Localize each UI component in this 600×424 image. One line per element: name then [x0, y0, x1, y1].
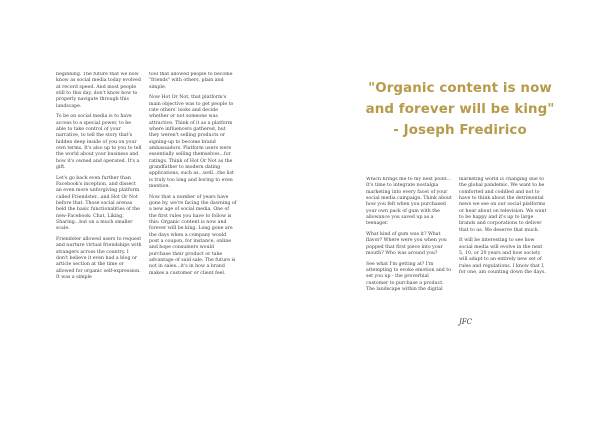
paragraph: It will be interesting to see how social media will evolve in the next 5, 10, or 20 years and how society will adapt to an entirely new set of rules and regulations. I know that I, for one, am counting down the days. — [459, 238, 546, 275]
paragraph: See what I'm getting at? I'm attempting to evoke emotion and to set you up - the proverbial customer to purchase a product. The landscape within the digital — [366, 261, 451, 292]
paragraph: Now that a number of years have gone by, we're facing the dawning of a new age of social media. One of the first rules you have to follow is this: Organic content is now and forever will be king. Long gone are the days when a company would post a coupon, for instance, online and hope consumers would purchase their product or take advantage of said sale. The future is not in sales...it's in how a brand makes a customer or client feel. — [149, 194, 237, 276]
paragraph: To be on social media is to have access to a special power, to be able to take control of your narrative, to tell the story that's hidden deep inside of you on your own terms. It's also up to you to tell the world about your business and how it's owned and operated. It's a gift. — [56, 114, 142, 170]
paragraph: Let's go back even further than Facebook's inception, and dissect an even more unforgiving platform called Friendster...and Hot Or Not before that. Those social arenas held the basic functionalities of the new-Facebook: Chat, Liking, Sharing...but on a much smaller scale. — [56, 175, 140, 232]
pull-quote: "Organic content is now and forever will be king" - Joseph Fredirico — [365, 81, 555, 138]
left-page-column-2 — [149, 72, 237, 334]
paragraph: marketing world is changing due to the global pandemic. We want to be comforted and coddled and not to have to think about the detrimental news we see on our social platforms or hear about on television. We want to be happy and it's up to large brands and corporations to deliver that to us. We deserve that much. — [459, 177, 547, 233]
paragraph: tool that allowed people to become "friends" with others, plain and simple. — [149, 72, 233, 90]
author-signature: JFC — [459, 318, 473, 326]
right-page-column-1 — [366, 177, 452, 335]
paragraph: beginning. The future that we now know as social media today evolved at record speed. And most people still to this day, don't know how to properly navigate through this landscape. — [56, 72, 141, 109]
paragraph: What kind of gum was it? What flavor? Where were you when you popped that first piece into your mouth? Who was around you? — [366, 231, 447, 256]
right-page-column-2 — [459, 177, 547, 335]
paragraph: Friendster allowed users to request and nurture virtual friendships with strangers across the country. I don't believe it even had a blog or article section at the time or allowed for organic self-expression. It was a simple — [56, 236, 142, 280]
left-page-column-1 — [56, 72, 142, 334]
paragraph: Which brings me to my next point... It's time to integrate nostalgia marketing into every facet of your social media campaign. Think about how you felt when you purchased your own pack of gum with the allowance you saved up as a teenager. — [366, 177, 452, 227]
paragraph: Now Hot Or Not, that platform's main objective was to get people to rate others' looks and decide whether or not someone was attractive. Think of it as a platform where influencers gathered, but they weren't selling products or signing-up to become brand ambassadors. Platform users were essentially selling themselves...for ratings. Think of Hot Or Not as the grandfather to modern dating applications, such as...well...the list is truly too long and boring to even mention. — [149, 95, 234, 190]
